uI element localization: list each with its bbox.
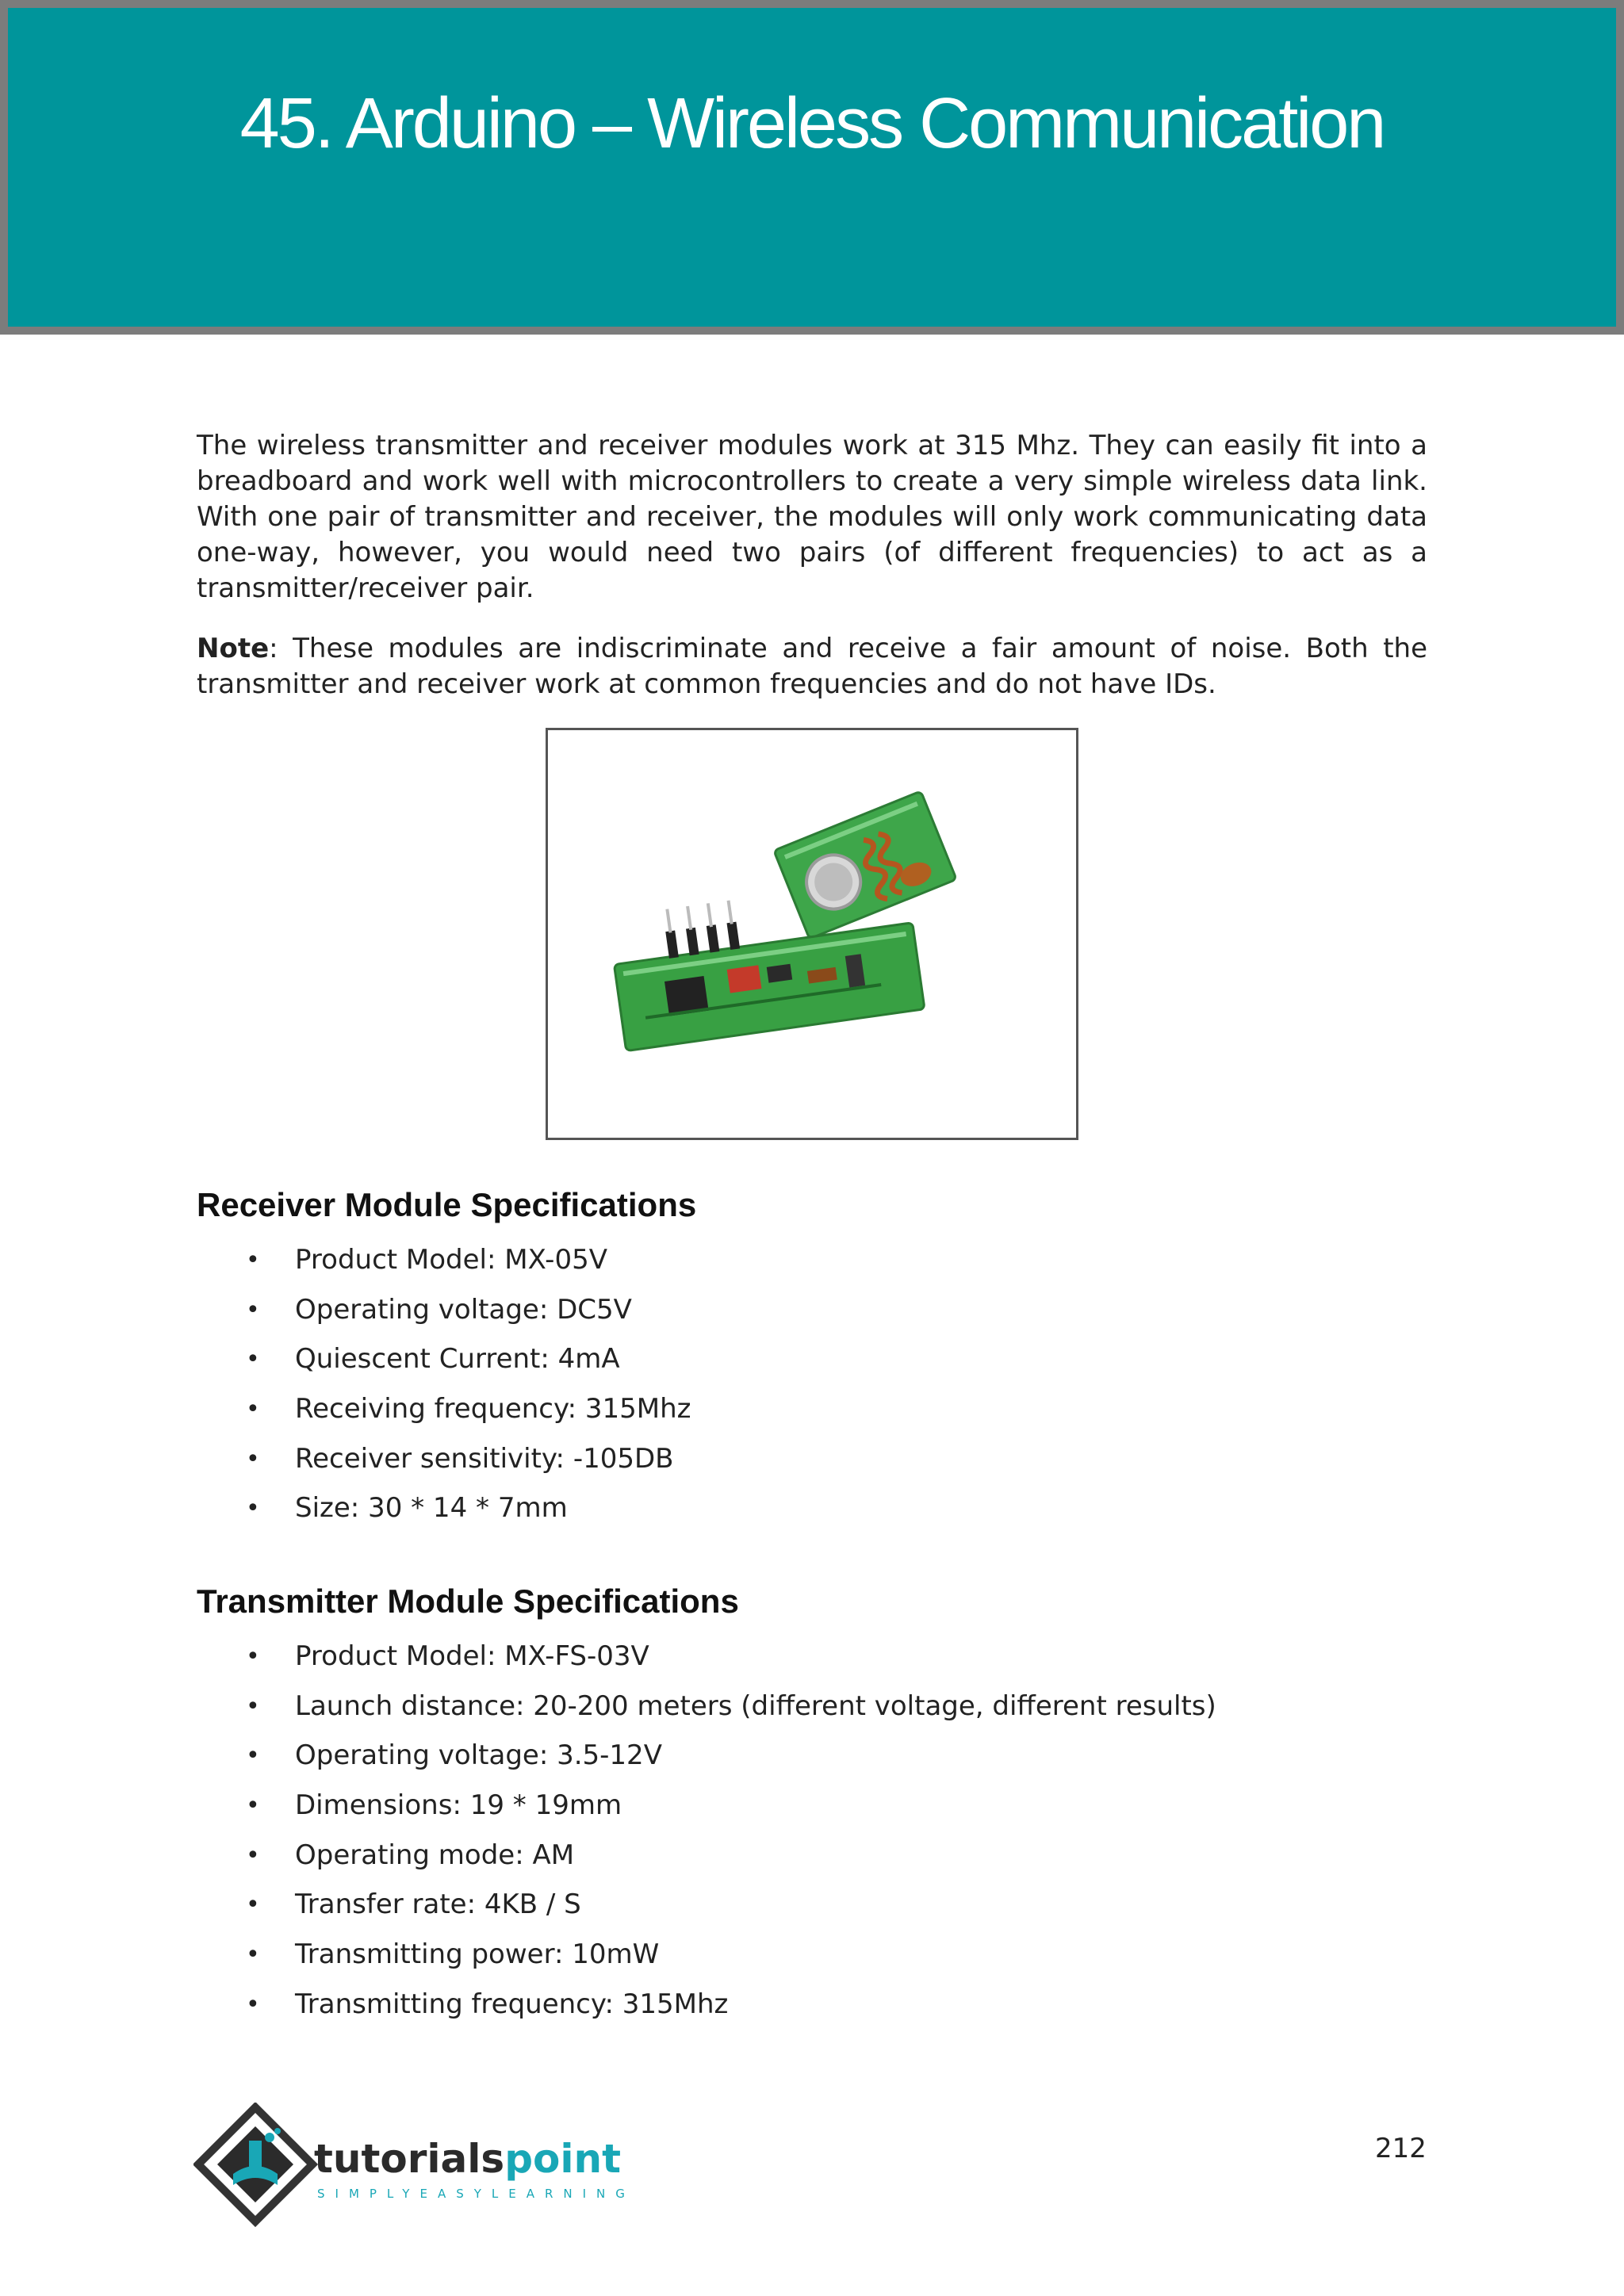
bullet-icon: •	[246, 1494, 260, 1523]
list-item: • Transmitting power: 10mW	[197, 1936, 1216, 1986]
list-item: • Receiver sensitivity: -105DB	[197, 1441, 691, 1490]
bullet-icon: •	[246, 1891, 260, 1919]
list-item: • Launch distance: 20-200 meters (different voltage, different results)	[197, 1688, 1216, 1738]
tutorialspoint-logo	[193, 2103, 638, 2229]
transmitter-specs-heading: Transmitter Module Specifications	[197, 1582, 739, 1620]
list-item: • Quiescent Current: 4mA	[197, 1341, 691, 1391]
logo-graphic	[193, 2103, 638, 2229]
list-item: • Product Model: MX-05V	[197, 1242, 691, 1292]
logo-diamond-icon	[198, 2107, 312, 2221]
receiver-specs-list	[197, 1242, 691, 1540]
list-item: • Size: 30 * 14 * 7mm	[197, 1490, 691, 1540]
note-paragraph	[197, 631, 1427, 702]
list-item: • Product Model: MX-FS-03V	[197, 1638, 1216, 1688]
page-number: 212	[1375, 2133, 1427, 2164]
logo-wordmark: tutorialspoint	[314, 2136, 621, 2182]
bullet-icon: •	[246, 1692, 260, 1720]
logo-tagline: SIMPLYEASYLEARNING	[317, 2187, 635, 2201]
chapter-title: 45. Arduino – Wireless Communication	[239, 84, 1385, 163]
list-item: • Transmitting frequency: 315Mhz	[197, 1986, 1216, 2036]
bullet-icon: •	[246, 1742, 260, 1770]
note-label: Note	[197, 633, 270, 664]
list-item: • Operating voltage: 3.5-12V	[197, 1737, 1216, 1787]
bullet-icon: •	[246, 1395, 260, 1424]
intro-paragraph: The wireless transmitter and receiver modules work at 315 Mhz. They can easily fit into a breadboard and work well with microcontrollers to create a very simple wireless data link. With one pair of transmitter and receiver, the modules will only work communicating data one-way, however, you would need two pairs (of different frequencies) to act as a transmitter/receiver pair.	[197, 430, 1427, 604]
bullet-icon: •	[246, 1792, 260, 1820]
bullet-icon: •	[246, 1345, 260, 1374]
list-item: • Dimensions: 19 * 19mm	[197, 1787, 1216, 1837]
list-item: • Transfer rate: 4KB / S	[197, 1886, 1216, 1936]
transmitter-specs-list	[197, 1638, 1216, 2036]
chapter-banner	[0, 0, 1624, 335]
rf-modules-photo	[546, 728, 1078, 1140]
bullet-icon: •	[246, 1445, 260, 1473]
bullet-icon: •	[246, 1941, 260, 1969]
bullet-icon: •	[246, 1990, 260, 2019]
bullet-icon: •	[246, 1295, 260, 1324]
bullet-icon: •	[246, 1246, 260, 1274]
bullet-icon: •	[246, 1643, 260, 1670]
rf-modules-illustration	[548, 730, 1076, 1138]
list-item: • Operating mode: AM	[197, 1837, 1216, 1887]
bullet-icon: •	[246, 1841, 260, 1869]
note-text: : These modules are indiscriminate and receive a fair amount of noise. Both the transmitter and receiver work at common frequencies and do not have IDs.	[197, 633, 1427, 700]
list-item: • Operating voltage: DC5V	[197, 1292, 691, 1341]
receiver-specs-heading: Receiver Module Specifications	[197, 1186, 697, 1223]
list-item: • Receiving frequency: 315Mhz	[197, 1391, 691, 1441]
